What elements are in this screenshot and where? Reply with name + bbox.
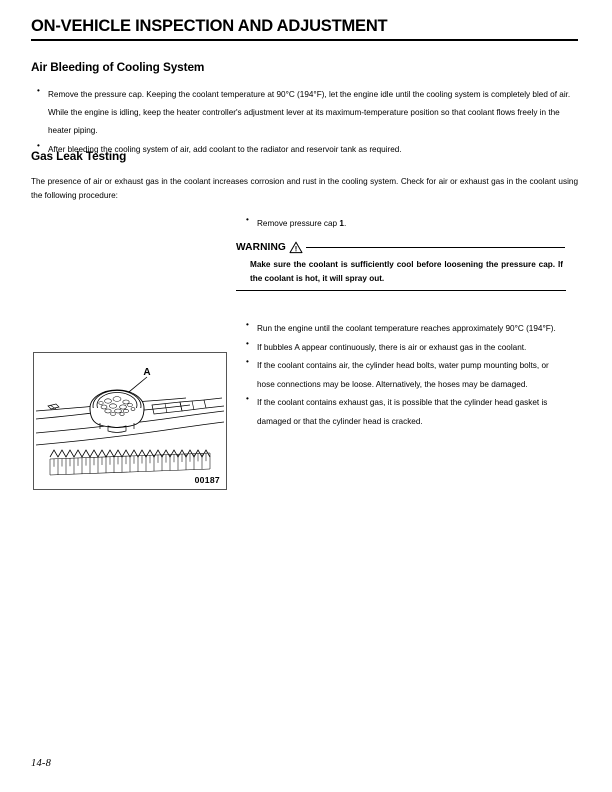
warning-header-row bbox=[236, 240, 566, 254]
list-item bbox=[240, 355, 568, 391]
gas-leak-procedure-list bbox=[240, 318, 568, 429]
remove-cap-text-suffix: . bbox=[343, 219, 347, 228]
list-item-text bbox=[257, 219, 346, 228]
warning-text: Make sure the coolant is sufficiently cool before loosening the pressure cap. If the coolant is hot, it will spray out. bbox=[250, 260, 563, 283]
bullet-dot: • bbox=[246, 338, 249, 348]
bullet-dot: • bbox=[246, 320, 249, 329]
list-item bbox=[240, 337, 568, 355]
header-divider bbox=[31, 39, 578, 41]
warning-triangle-icon bbox=[289, 241, 303, 254]
warning-top-rule bbox=[306, 247, 565, 248]
remove-cap-text: Remove pressure cap bbox=[257, 219, 340, 228]
list-item-text: Run the engine until the coolant temperature reaches approximately 90°C (194°F). bbox=[257, 324, 556, 333]
warning-block bbox=[236, 240, 566, 291]
list-item bbox=[31, 84, 578, 139]
callout-number: 1 bbox=[339, 219, 344, 228]
bullet-dot: • bbox=[246, 357, 249, 367]
list-item bbox=[240, 213, 570, 231]
list-item-text: If the coolant contains air, the cylinder head bolts, water pump mounting bolts, or hose connections may be loose. Alternatively, the hoses may be damaged. bbox=[257, 361, 549, 389]
page-header bbox=[31, 16, 578, 41]
air-bleeding-bullet-list bbox=[31, 84, 578, 158]
radiator-line-art bbox=[34, 353, 226, 489]
page-title: ON-VEHICLE INSPECTION AND ADJUSTMENT bbox=[31, 17, 388, 35]
bullet-dot: • bbox=[246, 215, 249, 224]
section-heading-air-bleeding: Air Bleeding of Cooling System bbox=[31, 60, 205, 74]
warning-label: WARNING bbox=[236, 241, 286, 253]
figure-callout-a: A bbox=[143, 367, 151, 378]
bullet-dot: • bbox=[246, 394, 249, 404]
list-item bbox=[240, 318, 568, 336]
gas-leak-intro-paragraph: The presence of air or exhaust gas in the coolant increases corrosion and rust in the cooling system. Check for air or exhaust gas in the coolant using the following procedure: bbox=[31, 177, 578, 201]
section-heading-gas-leak: Gas Leak Testing bbox=[31, 149, 127, 163]
remove-cap-step-list bbox=[240, 213, 570, 232]
list-item-text: If the coolant contains exhaust gas, it is possible that the cylinder head gasket is damaged or that the cylinder head is cracked. bbox=[257, 398, 548, 426]
list-item bbox=[240, 392, 568, 428]
page-number-footer: 14-8 bbox=[31, 758, 52, 769]
list-item-text: If bubbles A appear continuously, there is air or exhaust gas in the coolant. bbox=[257, 342, 527, 352]
warning-bottom-rule bbox=[236, 290, 566, 291]
figure-number: 00187 bbox=[194, 475, 220, 485]
bullet-dot: • bbox=[37, 86, 40, 95]
radiator-filler-neck-illustration bbox=[33, 352, 227, 490]
bullet-dot: • bbox=[37, 141, 40, 151]
list-item-text: After bleeding the cooling system of air, add coolant to the radiator and reservoir tank as required. bbox=[48, 145, 402, 155]
list-item-text: Remove the pressure cap. Keeping the coolant temperature at 90°C (194°F), let the engine idle until the cooling system is completely bled of air. While the engine is idling, keep the heater controller's adjustment lever at its maximum-temperature position so that coolant flows freely in the heater piping. bbox=[48, 90, 571, 136]
